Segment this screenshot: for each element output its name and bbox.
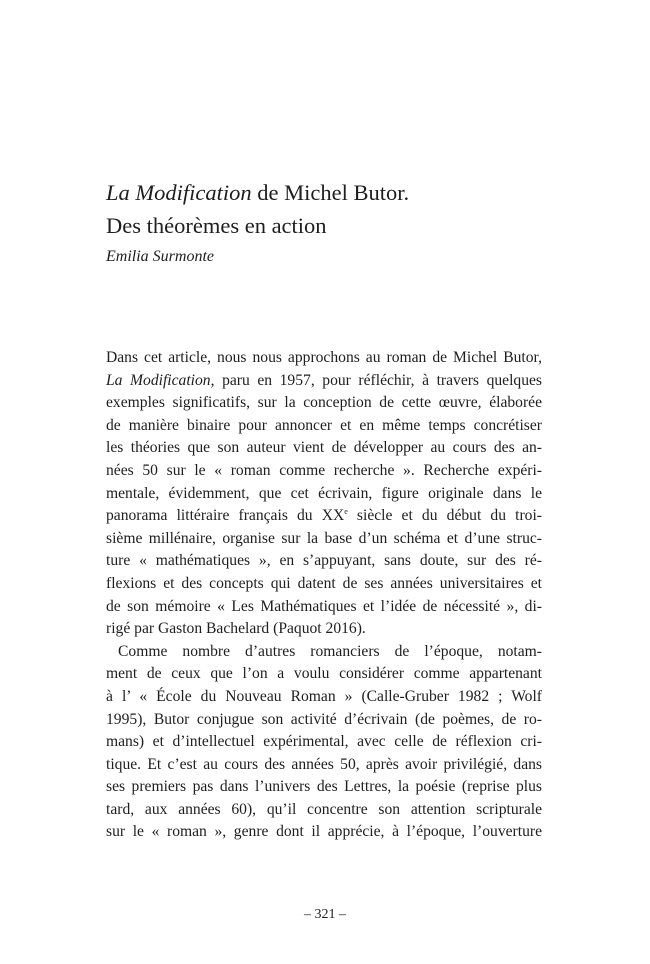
paragraph-1	[106, 347, 542, 641]
text-line: 1995), Butor conjugue son activité d’écrivain (de poèmes, de ro-	[106, 710, 542, 728]
text-line: ment de ceux que l’on a voulu considérer comme appartenant	[106, 665, 542, 683]
text-line: Comme nombre d’autres romanciers de l’époque, notam-	[118, 642, 542, 660]
text-line: mentale, évidemment, que cet écrivain, figure originale dans le	[106, 484, 542, 502]
text-line	[106, 370, 542, 393]
text-line: tard, aux années 60), qu’il concentre son attention scripturale	[106, 800, 542, 818]
text-line: exemples significatifs, sur la conception de cette œuvre, élaborée	[106, 394, 542, 412]
author-name: Emilia Surmonte	[106, 248, 214, 265]
page-number: – 321 –	[304, 907, 346, 922]
text-line: sur le « roman », genre dont il apprécie, à l’époque, l’ouverture	[106, 823, 542, 841]
text-line: mans) et d’intellectuel expérimental, avec celle de réflexion cri-	[106, 733, 542, 751]
body-text	[106, 347, 542, 844]
chapter-title-block	[106, 176, 546, 267]
text-line: rigé par Gaston Bachelard (Paquot 2016).	[106, 620, 366, 638]
text-span: , paru en 1957, pour réfléchir, à travers quelques	[210, 371, 542, 389]
text-line: ture « mathématiques », en s’appuyant, sans doute, sur des ré-	[106, 552, 542, 570]
text-line: ses premiers pas dans l’univers des Lettres, la poésie (reprise plus	[106, 778, 542, 796]
text-line: de manière binaire pour annoncer et en même temps concrétiser	[106, 416, 542, 434]
text-line	[106, 505, 542, 528]
text-line: tique. Et c’est au cours des années 50, après avoir privilégié, dans	[106, 755, 542, 773]
chapter-title-rest: de Michel Butor.	[251, 180, 410, 205]
text-line: Dans cet article, nous nous approchons au roman de Michel Butor,	[106, 349, 542, 366]
text-line: à l’ « École du Nouveau Roman » (Calle-Gruber 1982 ; Wolf	[106, 687, 542, 705]
work-title-italic: La Modification	[106, 371, 211, 389]
text-span: panorama littéraire français du XX	[106, 507, 345, 525]
text-line: flexions et des concepts qui datent de ses années universitaires et	[106, 574, 542, 592]
chapter-title-work: La Modification	[106, 180, 252, 205]
text-line: de son mémoire « Les Mathématiques et l’idée de nécessité », di-	[106, 597, 542, 615]
chapter-title-line-1	[106, 176, 546, 209]
text-line: les théories que son auteur vient de développer au cours des an-	[106, 439, 542, 457]
text-span: siècle et du début du troi-	[347, 507, 542, 525]
text-line: sième millénaire, organise sur la base d’un schéma et d’une struc-	[106, 529, 542, 547]
text-line: nées 50 sur le « roman comme recherche ». Recherche expéri-	[106, 461, 542, 479]
superscript: e	[344, 507, 348, 517]
chapter-subtitle: Des théorèmes en action	[106, 213, 327, 238]
paragraph-2	[106, 641, 542, 844]
